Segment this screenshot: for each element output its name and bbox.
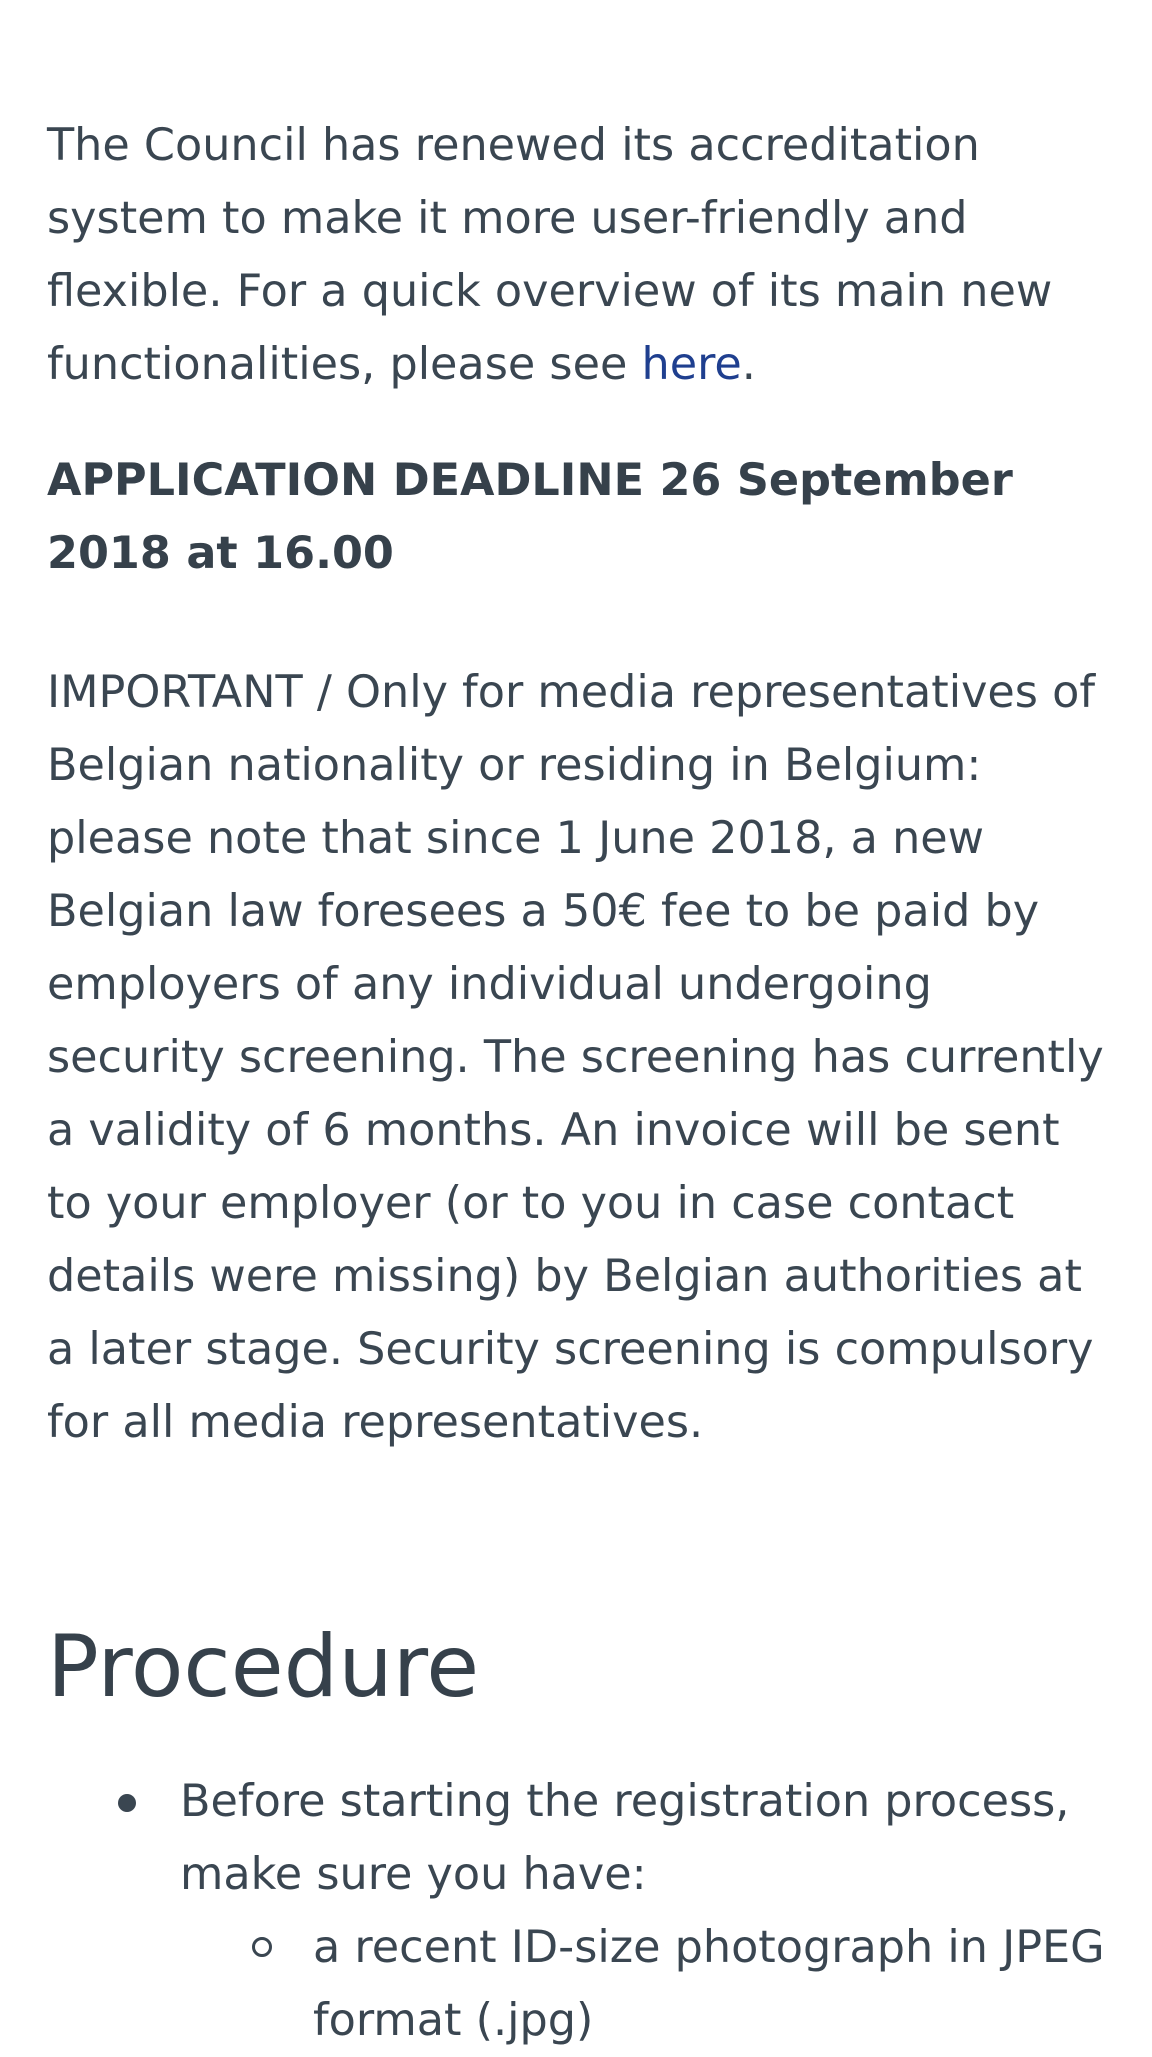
sublist-item	[313, 1911, 1105, 2057]
sublist-item-text: a recent ID-size photograph in JPEG format (.jpg)	[313, 1922, 1105, 2046]
procedure-list	[47, 1765, 1105, 2057]
intro-text: The Council has renewed its accreditation system to make it more user-friendly and flexible. For a quick overview of its main new functionalities, please see	[47, 120, 1053, 390]
bullet-circle-icon	[252, 1937, 272, 1957]
intro-end: .	[741, 339, 756, 390]
procedure-heading: Procedure	[47, 1617, 480, 1717]
application-deadline: APPLICATION DEADLINE 26 September 2018 at 16.00	[47, 455, 1013, 579]
important-notice: IMPORTANT / Only for media representatives of Belgian nationality or residing in Belgium: please note that since 1 June 2018, a new Belgian law foresees a 50€ fee to be paid by employers of any individual undergoing security screening. The screening has currently a validity of 6 months. An invoice will be sent to your employer (or to you in case contact details were missing) by Belgian authorities at a later stage. Security screening is compulsory for all media representatives.	[47, 667, 1104, 1448]
requirements-sublist	[180, 1911, 1105, 2057]
bullet-disc-icon	[118, 1794, 136, 1812]
list-item-text: Before starting the registration process, make sure you have:	[180, 1776, 1070, 1900]
intro-paragraph	[47, 0, 1105, 401]
list-item	[180, 1765, 1105, 2057]
here-link[interactable]: here	[641, 339, 742, 390]
